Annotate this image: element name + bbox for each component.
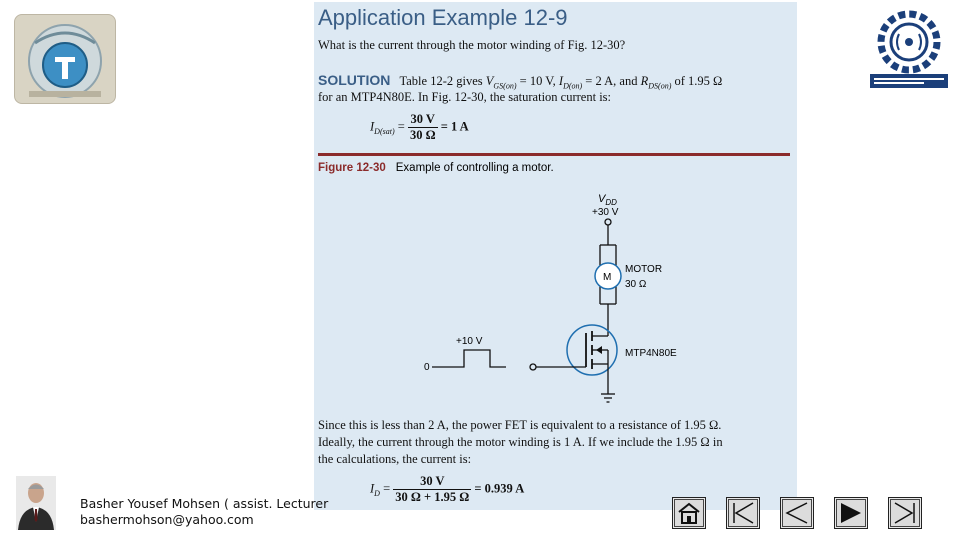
figure-caption: Figure 12-30 Example of controlling a motor.	[318, 162, 554, 174]
pulse-waveform	[432, 350, 506, 367]
motor-label: MOTOR	[625, 264, 663, 275]
home-button[interactable]	[672, 497, 706, 529]
motor-circuit-diagram	[420, 188, 690, 416]
author-info	[80, 496, 328, 528]
explanation-line-1: Since this is less than 2 A, the power FET is equivalent to a resistance of 1.95 Ω.	[318, 418, 722, 432]
pulse-high-label: +10 V	[456, 336, 483, 347]
explanation-line-3: the calculations, the current is:	[318, 452, 472, 466]
figure-divider	[318, 153, 790, 156]
previous-icon	[783, 500, 811, 526]
vdd-label: $V_{DD}$	[598, 193, 617, 207]
explanation-line-2: Ideally, the current through the motor winding is 1 A. If we include the 1.95 Ω in	[318, 435, 723, 449]
author-email: bashermohson@yahoo.com	[80, 512, 254, 527]
last-icon	[891, 500, 919, 526]
home-icon	[675, 500, 703, 526]
solution-line-2: for an MTP4N80E. In Fig. 12-30, the saturation current is:	[318, 90, 612, 104]
next-icon	[837, 500, 865, 526]
gate-input-node	[530, 364, 536, 370]
motor-letter: M	[603, 272, 612, 283]
pulse-low-label: 0	[424, 362, 430, 373]
first-icon	[729, 500, 757, 526]
supply-node	[605, 219, 611, 225]
question-text: What is the current through the motor winding of Fig. 12-30?	[318, 38, 626, 52]
next-slide-button[interactable]	[834, 497, 868, 529]
author-photo	[16, 476, 56, 530]
last-slide-button[interactable]	[888, 497, 922, 529]
university-logo	[14, 14, 116, 104]
fet-label: MTP4N80E	[625, 348, 677, 359]
vdd-value: +30 V	[592, 207, 619, 218]
motor-resistance: 30 Ω	[625, 279, 647, 290]
author-name: Basher Yousef Mohsen ( assist. Lecturer	[80, 496, 329, 511]
equation-saturation-current: $I_{D(sat)}$ = $\frac{30 V}{30 \Omega}$ = 1 A	[370, 112, 469, 142]
example-title: Application Example 12-9	[318, 5, 568, 30]
previous-slide-button[interactable]	[780, 497, 814, 529]
solution-line-1: SOLUTION Table 12-2 gives $V_{GS(on)} = 10$ V, $I_{D(on)} = 2$ A, and $R_{DS(on)}$ of 1.95 Ω	[318, 72, 723, 91]
first-slide-button[interactable]	[726, 497, 760, 529]
equation-drain-current: $I_D$ = $\frac{30 V}{30 \Omega + 1.95 \Omega}$ = 0.939 A	[370, 474, 525, 504]
college-logo	[866, 8, 952, 94]
